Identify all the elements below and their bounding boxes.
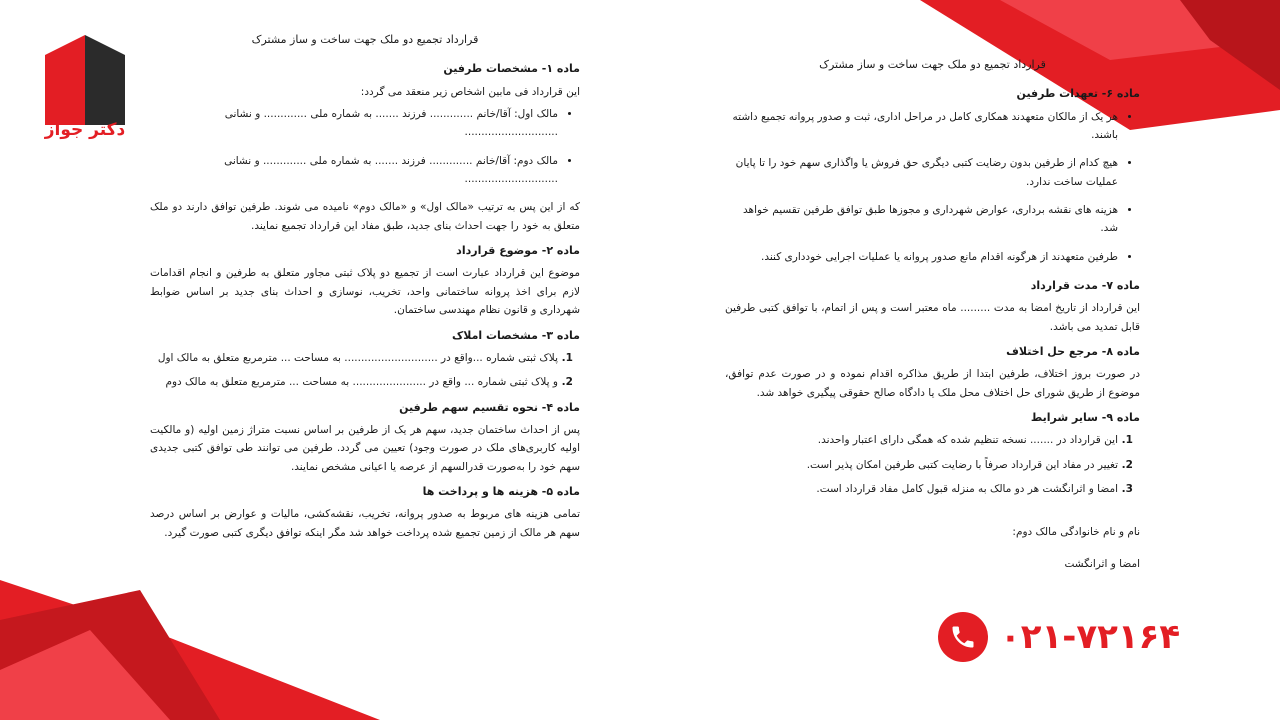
list-item: 2. تغییر در مفاد این قرارداد صرفاً با رضایت کتبی طرفین امکان پذیر است.	[725, 456, 1118, 474]
article-6-bullets	[725, 108, 1140, 267]
article-1-intro: این قرارداد فی مابین اشخاص زیر منعقد می گردد:	[360, 85, 580, 98]
article-5-title: ماده ۵- هزینه ها و پرداخت ها	[422, 484, 580, 498]
list-item: 1. پلاک ثبتی شماره ...واقع در ............................ به مساحت ... مترمربع متعلق به مالک اول	[150, 349, 558, 367]
document-title: قرارداد تجمیع دو ملک جهت ساخت و ساز مشترک	[251, 33, 479, 46]
list-item: 3. امضا و اثرانگشت هر دو مالک به منزله قبول کامل مفاد قرارداد است.	[725, 480, 1118, 498]
article-7-title: ماده ۷- مدت قرارداد	[1030, 279, 1140, 293]
phone-number[interactable]: ۰۲۱-۷۲۱۶۴	[1000, 617, 1181, 657]
list-item: • مالک دوم: آقا/خانم ............. فرزند ....... به شماره ملی ............. و نشانی ............................	[150, 152, 558, 189]
document-page-left	[150, 30, 580, 546]
phone-contact[interactable]	[938, 612, 1198, 662]
article-3-list	[150, 349, 580, 392]
signature-label: امضا و اثرانگشت	[1064, 557, 1140, 570]
article-1-outro: که از این پس به ترتیب «مالک اول» و «مالک دوم» نامیده می شوند. طرفین توافق دارند دو ملک متعلق به خود را جهت احداث بنای جدید، طبق مفاد این قرارداد تجمیع نمایند.	[150, 201, 580, 232]
article-7-body: این قرارداد از تاریخ امضا به مدت ......... ماه معتبر است و پس از اتمام، با توافق کتبی طرفین قابل تمدید می باشد.	[725, 302, 1140, 333]
article-9-list	[725, 431, 1140, 498]
article-1-title: ماده ۱- مشخصات طرفین	[443, 62, 580, 76]
article-4-title: ماده ۴- نحوه تقسیم سهم طرفین	[399, 400, 580, 414]
list-item: 2. و پلاک ثبتی شماره ... واقع در ...................... به مساحت ... مترمربع متعلق به مالک دوم	[150, 373, 558, 391]
list-item: • هیچ کدام از طرفین بدون رضایت کتبی دیگری حق فروش یا واگذاری سهم خود را تا پایان عملیات ساخت ندارد.	[725, 154, 1118, 191]
article-8-title: ماده ۸- مرجع حل اختلاف	[1006, 345, 1140, 359]
list-item: • طرفین متعهدند از هرگونه اقدام مانع صدور پروانه یا عملیات اجرایی خودداری کنند.	[725, 248, 1118, 266]
article-5-body: تمامی هزینه های مربوط به صدور پروانه، تخریب، نقشه‌کشی، مالیات و عوارض بر اساس درصد سهم هر مالک از زمین تجمیع شده پرداخت خواهد شد مگر اینکه توافق دیگری کتبی صورت گیرد.	[150, 508, 580, 539]
article-1-bullets	[150, 105, 580, 189]
list-item: • هزینه های نقشه برداری، عوارض شهرداری و مجوزها طبق توافق طرفین تقسیم خواهد شد.	[725, 201, 1118, 238]
article-2-body: موضوع این قرارداد عبارت است از تجمیع دو پلاک ثبتی مجاور متعلق به طرفین و انجام اقدامات لازم برای اخذ پروانه ساختمانی واحد، تخریب، نوسازی و احداث بنای جدید بر اساس ضوابط شهرداری و قانون نظام مهندسی ساختمان.	[150, 267, 580, 317]
list-item: 1. این قرارداد در ....... نسخه تنظیم شده که همگی دارای اعتبار واحدند.	[725, 431, 1118, 449]
article-8-body: در صورت بروز اختلاف، طرفین ابتدا از طریق مذاکره اقدام نموده و در صورت عدم توافق، موضوع از طریق شورای حل اختلاف محل ملک یا دادگاه صالح حقوقی پیگیری خواهد شد.	[725, 368, 1140, 399]
document-title: قرارداد تجمیع دو ملک جهت ساخت و ساز مشترک	[819, 58, 1046, 71]
logo-icon	[40, 30, 130, 160]
list-item: • هر یک از مالکان متعهدند همکاری کامل در مراحل اداری، ثبت و صدور پروانه تجمیع داشته باشند.	[725, 108, 1118, 145]
article-3-title: ماده ۳- مشخصات املاک	[451, 328, 580, 342]
article-4-body: پس از احداث ساختمان جدید، سهم هر یک از طرفین بر اساس نسبت متراژ زمین اولیه (و مالکیت اولیه کاربری‌های ملک در صورت وجود) تعیین می گردد. طرفین می توانند طی توافق کتبی جدیدی سهم خود را به‌صورت قدرالسهم از عرصه یا اعیانی مشخص نمایند.	[150, 423, 580, 473]
document-page-right	[725, 55, 1140, 587]
article-2-title: ماده ۲- موضوع قرارداد	[456, 244, 580, 258]
corner-decoration-bottom-left	[0, 560, 380, 720]
article-9-title: ماده ۹- سایر شرایط	[1030, 411, 1140, 425]
phone-icon[interactable]	[938, 612, 988, 662]
article-6-title: ماده ۶- تعهدات طرفین	[1016, 87, 1140, 101]
logo-text: دکتر جواز	[44, 120, 126, 140]
list-item: • مالک اول: آقا/خانم ............. فرزند ....... به شماره ملی ............. و نشانی ............................	[150, 105, 558, 142]
signature-name-label: نام و نام خانوادگی مالک دوم:	[1012, 525, 1140, 538]
